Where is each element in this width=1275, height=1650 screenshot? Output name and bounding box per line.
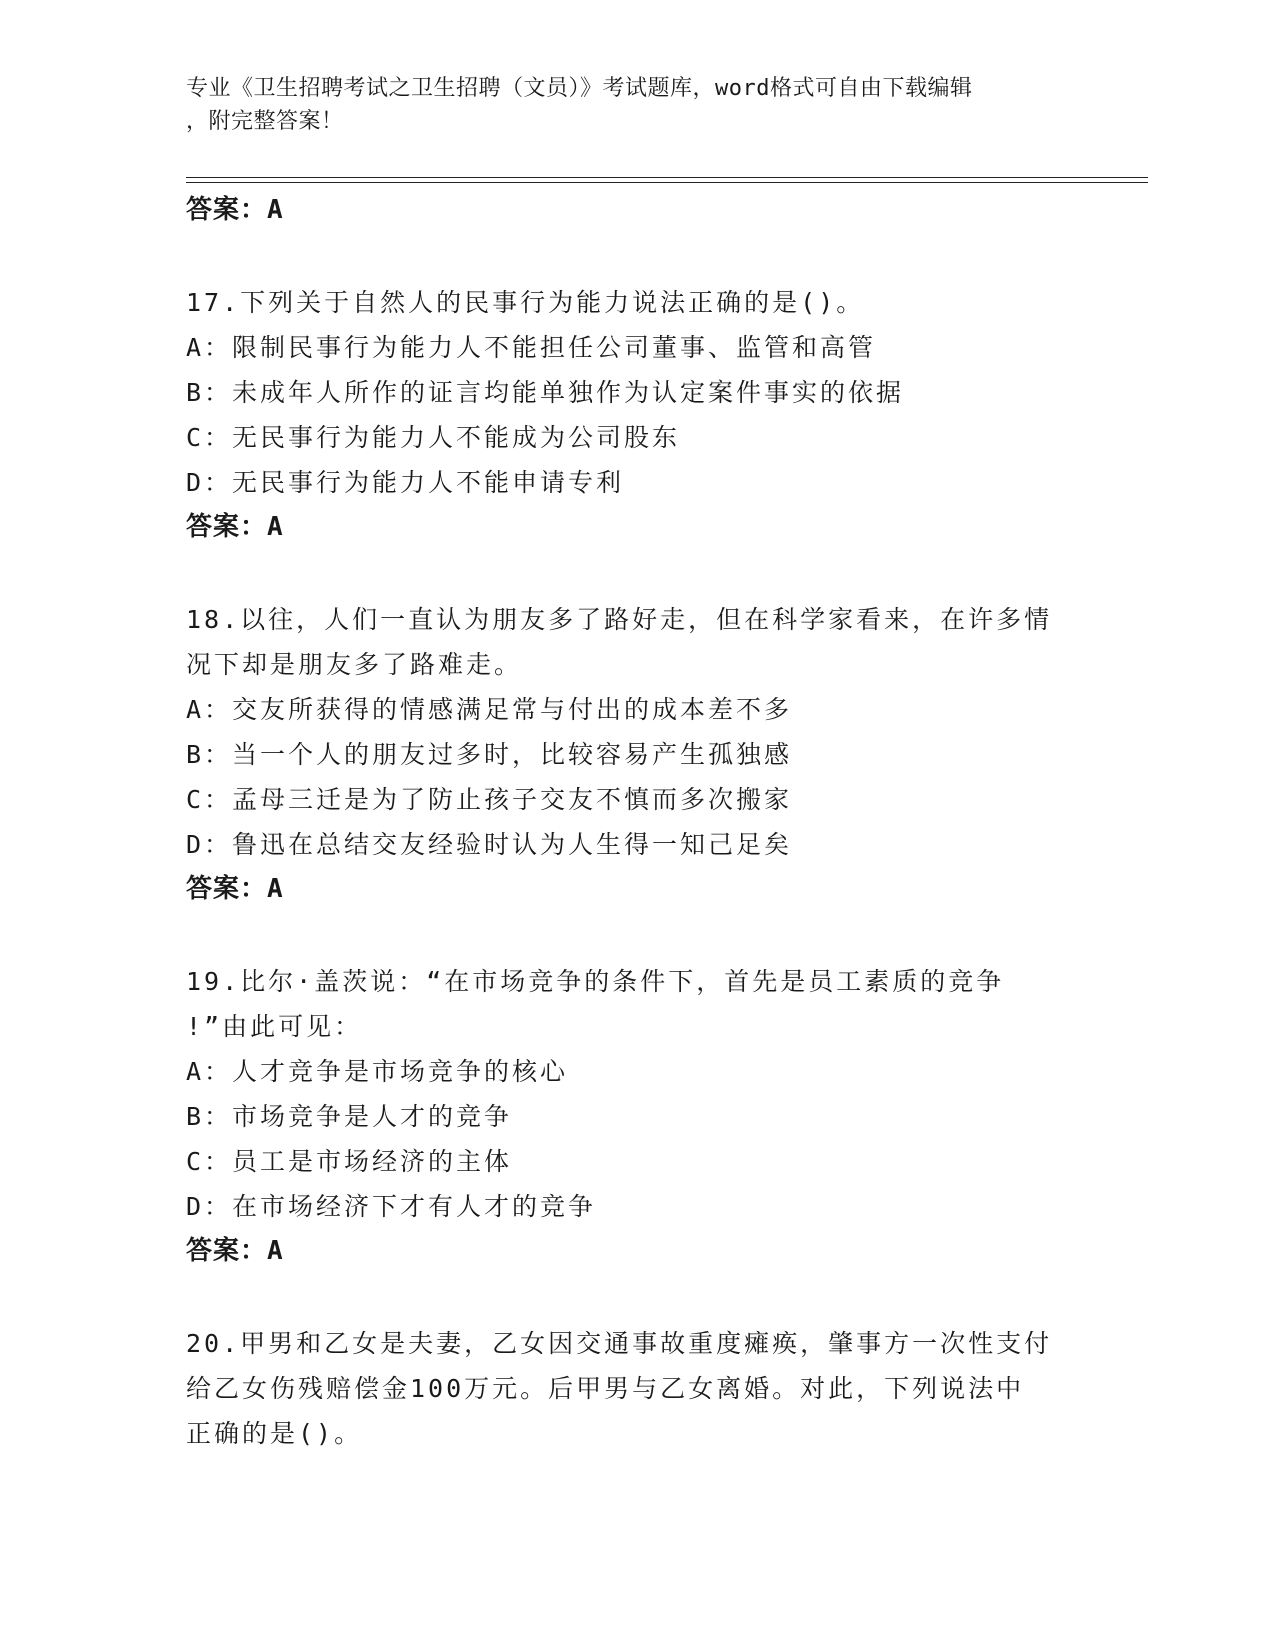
option-c: C：无民事行为能力人不能成为公司股东 [186, 423, 681, 452]
question-stem: 20.甲男和乙女是夫妻，乙女因交通事故重度瘫痪，肇事方一次性支付 [186, 1329, 1053, 1358]
option-a: A：交友所获得的情感满足常与付出的成本差不多 [186, 695, 793, 724]
header-divider-thin [186, 182, 1148, 183]
question-stem-cont: 况下却是朋友多了路难走。 [186, 650, 523, 679]
header-line-2: ，附完整答案！ [186, 109, 344, 134]
option-c: C：孟母三迁是为了防止孩子交友不慎而多次搬家 [186, 785, 793, 814]
answer-line: 答案：A [186, 874, 284, 904]
question-18 [186, 597, 1086, 912]
option-c: C：员工是市场经济的主体 [186, 1147, 513, 1176]
answer-line: 答案：A [186, 195, 284, 225]
option-d: D：在市场经济下才有人才的竞争 [186, 1192, 597, 1221]
document-header [186, 72, 1086, 138]
header-divider-thick [186, 177, 1148, 178]
option-b: B：未成年人所作的证言均能单独作为认定案件事实的依据 [186, 378, 905, 407]
option-b: B：市场竞争是人才的竞争 [186, 1102, 513, 1131]
header-line-1: 专业《卫生招聘考试之卫生招聘（文员）》考试题库，word格式可自由下载编辑 [186, 76, 973, 101]
question-stem: 17.下列关于自然人的民事行为能力说法正确的是()。 [186, 288, 865, 317]
option-d: D：无民事行为能力人不能申请专利 [186, 468, 625, 497]
question-stem-cont: 正确的是()。 [186, 1419, 363, 1448]
option-a: A：人才竞争是市场竞争的核心 [186, 1057, 569, 1086]
question-stem-cont: 给乙女伤残赔偿金100万元。后甲男与乙女离婚。对此，下列说法中 [186, 1374, 1025, 1403]
answer-line: 答案：A [186, 1236, 284, 1266]
question-list [186, 188, 1086, 1456]
option-a: A：限制民事行为能力人不能担任公司董事、监管和高管 [186, 333, 877, 362]
question-20 [186, 1321, 1086, 1456]
question-stem-cont: !”由此可见： [186, 1012, 363, 1041]
question-17 [186, 280, 1086, 550]
question-19 [186, 959, 1086, 1274]
option-d: D：鲁迅在总结交友经验时认为人生得一知己足矣 [186, 830, 793, 859]
answer-line: 答案：A [186, 512, 284, 542]
question-stem: 18.以往，人们一直认为朋友多了路好走，但在科学家看来，在许多情 [186, 605, 1053, 634]
question-stem: 19.比尔·盖茨说：“在市场竞争的条件下，首先是员工素质的竞争 [186, 967, 1005, 996]
option-b: B：当一个人的朋友过多时，比较容易产生孤独感 [186, 740, 793, 769]
